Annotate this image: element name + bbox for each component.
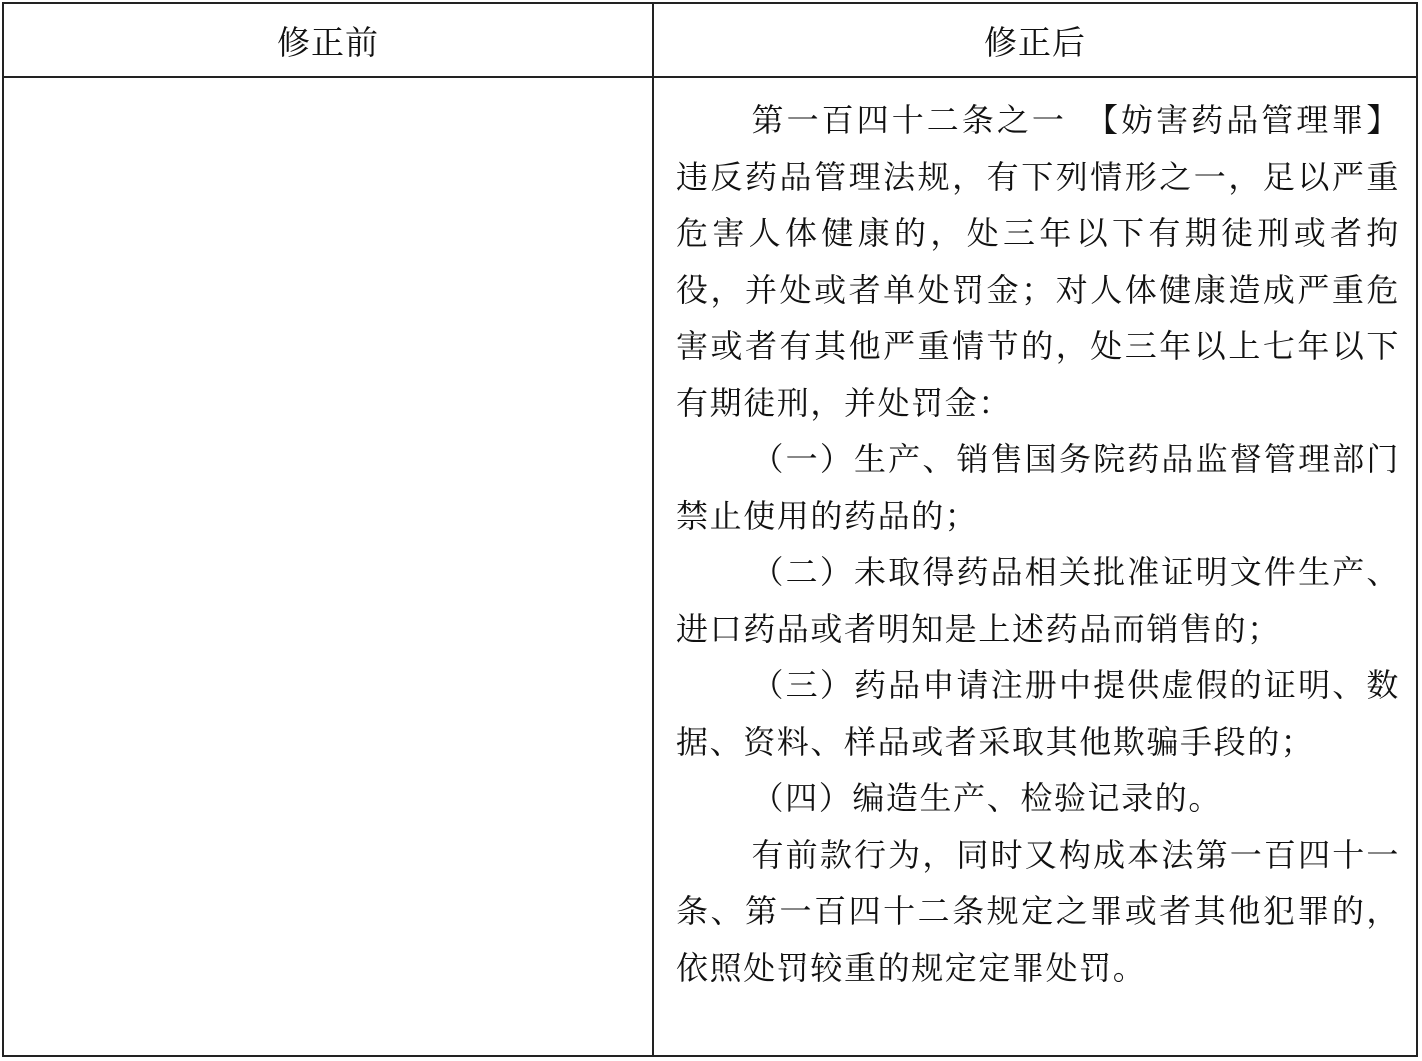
header-before: 修正前	[277, 22, 379, 62]
item-four-paragraph: （四）编造生产、检验记录的。	[751, 779, 1222, 817]
item-three-paragraph: （三）药品申请注册中提供虚假的证明、数据、资料、样品或者采取其他欺骗手段的；	[676, 666, 1400, 761]
concurrence-paragraph: 有前款行为，同时又构成本法第一百四十一条、第一百四十二条规定之罪或者其他犯罪的，依照处罚较重的规定定罪处罚。	[676, 835, 1400, 987]
header-after: 修正后	[984, 22, 1086, 62]
cell-before	[4, 78, 652, 1055]
article-paragraph: 第一百四十二条之一 【妨害药品管理罪】违反药品管理法规，有下列情形之一，足以严重危害人体健康的，处三年以下有期徒刑或者拘役，并处或者单处罚金；对人体健康造成严重危害或者有其他严重情节的，处三年以上七年以下有期徒刑，并处罚金：	[676, 101, 1400, 422]
cell-after	[676, 92, 1400, 996]
item-one-paragraph: （一）生产、销售国务院药品监督管理部门禁止使用的药品的；	[676, 440, 1400, 535]
comparison-table	[2, 2, 1418, 1057]
column-divider	[652, 4, 654, 1055]
item-two-paragraph: （二）未取得药品相关批准证明文件生产、进口药品或者明知是上述药品而销售的；	[676, 553, 1400, 648]
